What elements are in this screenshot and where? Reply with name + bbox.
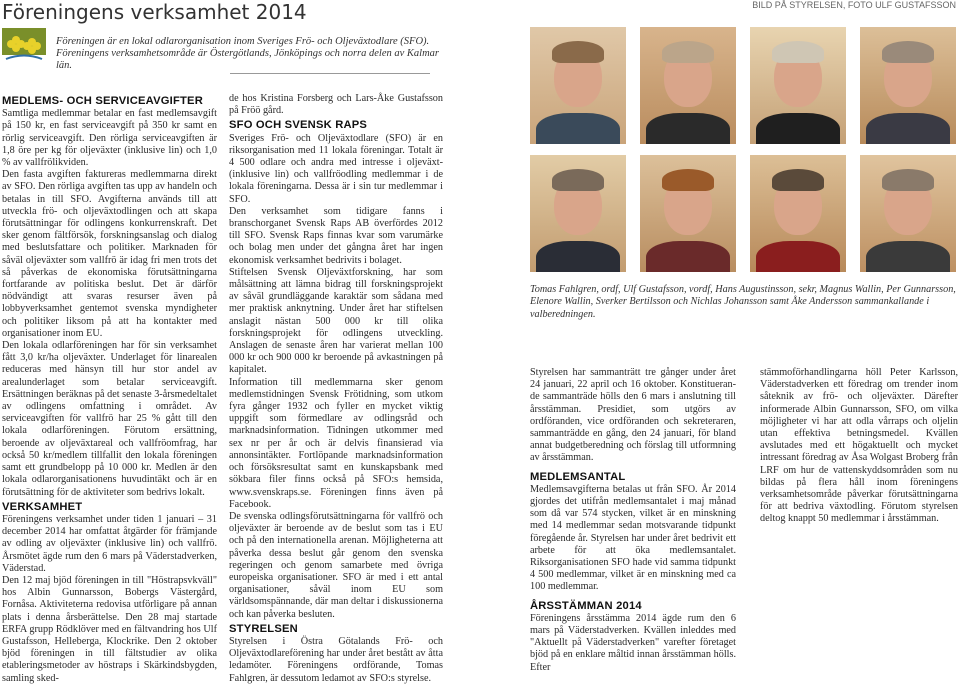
board-photo xyxy=(750,155,846,272)
paragraph: Den 12 maj bjöd föreningen in till "Höstrapsvkväll" hos Albin Gunnarsson, Bobergs Västergård, Fornåsa. Aktiviteterna redovisa utförligare på annan plats i denna årsberättelse. Den 28 maj startade ERFA grupp Rödklöver med en fältvandring hos Ulf Gustafsson, Helleberga, Klockrike. Den 2 oktober bjöd föreningen in till fältstudier av olika etableringsmetoder av höstraps i Skärkindsbygden, samling sked- xyxy=(2,574,217,684)
board-photo xyxy=(640,155,736,272)
column-4 xyxy=(760,367,958,526)
paragraph: Föreningens verksamhet under tiden 1 januari – 31 december 2014 har omfattat åtgärder för främjande av odling av oljeväxter (inklusive lin) och vallfrö. Årsmötet ägde rum den 6 mars på Väderstadverken, Väderstad. xyxy=(2,513,217,574)
flower-logo-icon xyxy=(2,28,46,64)
paragraph: Den lokala odlarföreningen har för sin verksamhet fått 3,0 kr/ha oljeväxter. Underlaget för linarealen reduceras med hänsyn till hur stor andel av arealunderlaget som betalar serviceavgift. Ersättningen beräknas på det senaste 3-årsmedeltalet av odlingens omfattning i området. Av serviceavgiften för vallfrö har 25 % gått till den lokala odlarföreningen. Förutom ersättning, beroende av oljeväxtareal och vallfröomfrag, har också 50 kr/medlem tillfallit den lokala föreningen samt ett grundbelopp på 10 000 kr. Medlen är den lokala odlarorganisationens huvudintäkt och är en förutsättning för de aktiviteter som bedrivs lokalt. xyxy=(2,340,217,498)
paragraph: Den verksamhet som tidigare fanns i branschorganet Svensk Raps AB överfördes 2012 till SFO. Svensk Raps finnas kvar som varumärke och bolag men under det gångna året har ingen ekonomisk verksamhet bedrivits i bolaget. xyxy=(229,205,443,266)
board-photo xyxy=(530,27,626,144)
association-logo xyxy=(2,28,46,64)
paragraph: Styrelsen i Östra Götalands Frö- och Oljeväxtodlareförening har under året bestått av åtta ledamöter. Föreningens ordförande, Tomas Fahlgren, är dessutom ledamot av SFO:s styrelse. xyxy=(229,635,443,684)
board-photo xyxy=(860,27,956,144)
column-3 xyxy=(530,367,736,674)
heading-members: MEDLEMSANTAL xyxy=(530,470,626,483)
lead-text: Föreningen är en lokal odlarorganisation inom Sveriges Frö- och Oljeväxtodlare (SFO). Föreningens verksamhetsområde är Östergötlands, Jönköpings och norra delen av Kalmar län. xyxy=(56,36,440,71)
board-photo xyxy=(750,27,846,144)
board-photo xyxy=(640,27,736,144)
heading-board: STYRELSEN xyxy=(229,622,298,635)
paragraph: de hos Kristina Forsberg och Lars-Åke Gustafsson på Fröö gård. xyxy=(229,93,443,117)
heading-annual-meeting: ÅRSSTÄMMAN 2014 xyxy=(530,599,642,612)
paragraph: De svenska odlingsförutsättningarna för vallfrö och oljeväxter är beroende av de beslut som tas i EU och på den internationella arenan. Möjligheterna att påverka dessa beslut går genom den svenska regeringen och genom samarbete med övriga europeiska organisationer. SFO är med i ett antal organisationer, såväl inom EU som världsomspännande, där man deltar i diskussionerna och kan påverka besluten. xyxy=(229,510,443,620)
paragraph: Information till medlemmarna sker genom medlemstidningen Svensk Frötidning, som utkom fyra gånger 1932 och fyller en mycket viktig uppgift som förmedlare av odlingsråd och marknadsinformation. Tidningen utkommer med sex nr per år och är delvis finansierad via annonsintäkter. Fortlöpande marknadsinformation och försöksresultat samt en kunskapsbank med sökbara filer finns också på SFO:s hemsida, www.svenskraps.se. Föreningen finns även på Facebook. xyxy=(229,376,443,510)
paragraph: stämmoförhandlingarna höll Peter Karlsson, Väderstadverken ett föredrag om trender inom såteknik av frö- och oljeväxter. Därefter informerade Albin Gunnarsson, SFO, om vilka möjligheter vi har att odla vårraps och oljelin utan effektiva betningsmedel. Kvällen avslutades med ett högaktuellt och mycket intressant föredrag av Åsa Wolgast Broberg från LRF om hur de vattenskyddsområden som nu bildas på flera håll inom föreningens verksamhetsområde påverkar förutsättningarna för att bedriva växtodling. Förutom styrelsen deltog knappt 50 medlemmar i årsstämman. xyxy=(760,367,958,525)
board-photo xyxy=(530,155,626,272)
photo-caption: Tomas Fahlgren, ordf, Ulf Gustafsson, vordf, Hans Augustinsson, sekr, Magnus Wallin, Per Gunnarsson, Elenore Wallin, Sverker Bertilsson och Nichlas Johansson samt Åke Andersson sammankallande i valberedningen. xyxy=(530,284,956,320)
column-1 xyxy=(2,93,217,685)
paragraph: Den fasta avgiften faktureras medlemmarna direkt av SFO. Den rörliga avgiften tas upp av handeln och betalas in till SFO. Avgifterna används till att utveckla frö- och oljeväxtodlingen och att skapa förutsättningar för odlingens konkurrenskraft. Det sker genom fältförsök, forskningsanslag och dialog med beslutsfattare och politiker. Marknaden för såväl oljeväxter som vallfrö är idag fri men trots det så påverkas de ekonomiska förutsättningarna fortfarande av politiska beslut. Det är därför nödvändigt att svaras resurser även på lobbyverksamhet gentemot svenska myndigheter och politiker liksom på att ha kontakter med organisationer inom EU. xyxy=(2,169,217,339)
photo-credit: BILD PÅ STYRELSEN, FOTO ULF GUSTAFSSON xyxy=(752,0,956,10)
paragraph: Samtliga medlemmar betalar en fast medlemsavgift på 150 kr, en fast serviceavgift på 350 kr samt en rörlig serviceavgift. Den rörliga serviceavgiften är 1,8 öre per kg för oljeväxter (inklusive lin) och 1,0 % av vallfrölikviden. xyxy=(2,108,217,169)
page-title: Föreningens verksamhet 2014 xyxy=(2,0,307,24)
column-2 xyxy=(229,93,443,685)
paragraph: Medlemsavgifterna betalas ut från SFO. År 2014 gjordes det utifrån medlemsantalet i maj månad som då var 574 stycken, vilket är en minskning med 14 medlemmar sedan motsvarande tidpunkt föregående år. Styrelsen har under året bedrivit ett arbete för att öka medlemsantalet. Riksorganisationen SFO hade vid samma tidpunkt 4 500 medlemmar, vilket är en minskning med ca 100 medlemmar. xyxy=(530,483,736,593)
board-photo xyxy=(860,155,956,272)
heading-activities: VERKSAMHET xyxy=(2,500,83,513)
paragraph: Stiftelsen Svensk Oljeväxtforskning, har som målsättning att lämna bidrag till forskningsprojekt av såväl grundläggande karaktär som sådana med mer praktisk anknytning. Under året har stiftelsen anslagit nästan 500 000 kr till olika forskningsprojekt för odlingens utveckling. Anslagen de senaste åren har varierat mellan 100 000 kr och 900 000 kr beroende på avkastningen på kapitalet. xyxy=(229,266,443,376)
paragraph: Sveriges Frö- och Oljeväxtodlare (SFO) är en riksorganisation med 11 lokala föreningar. Totalt är 4 500 odlare och andra med intresse i oljeväxt- (inklusive lin) och vallfröodling medlemmar i de lokala föreningarna. Dessa är i sin tur medlemmar i SFO. xyxy=(229,132,443,205)
heading-sfo: SFO OCH SVENSK RAPS xyxy=(229,119,368,132)
heading-fees: MEDLEMS- OCH SERVICEAVGIFTER xyxy=(2,95,203,107)
paragraph: Styrelsen har sammanträtt tre gånger under året 24 januari, 22 april och 16 oktober. Konstitueran-de sammanträde hölls den 6 mars i anslutning till årsstämman. Presidiet, som utgörs av ordföranden, vice ordföranden och sekreteraren, sammanträdde en gång, den 24 januari, för bland annat budgetberedning och förslag till utformning av årsstämman. xyxy=(530,367,736,464)
paragraph: Föreningens årsstämma 2014 ägde rum den 6 mars på Väderstadverken. Kvällen inleddes med "Aktuellt på Väderstadverken" varefter företaget bjöd på en enklare måltid innan årsstämman hölls. Efter xyxy=(530,612,736,673)
divider xyxy=(230,73,430,74)
